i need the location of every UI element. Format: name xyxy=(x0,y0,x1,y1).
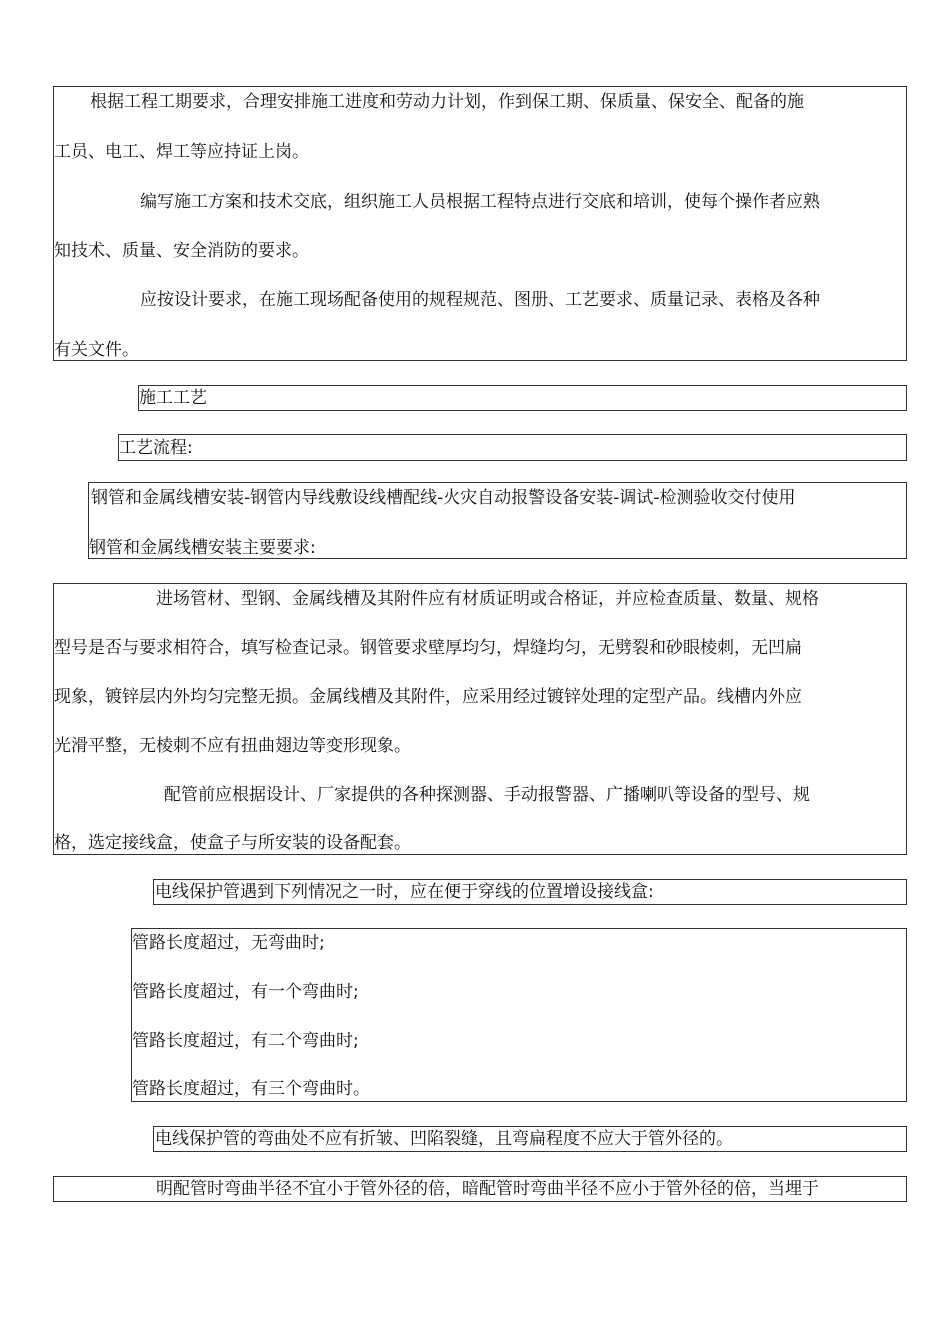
intro-line: 根据工程工期要求，合理安排施工进度和劳动力计划，作到保工期、保质量、保安全、配备的施 xyxy=(90,92,804,112)
craft-heading: 施工工艺 xyxy=(139,388,207,408)
junction-intro-box xyxy=(153,879,907,905)
list-item: 管路长度超过，无弯曲时; xyxy=(132,933,325,953)
intro-box xyxy=(53,86,907,361)
craft-heading-box xyxy=(138,385,907,411)
requirements-line: 光滑平整，无棱刺不应有扭曲翅边等变形现象。 xyxy=(54,736,411,756)
intro-line: 有关文件。 xyxy=(54,340,139,360)
bend-rule-box xyxy=(153,1126,907,1152)
radius-rule-box xyxy=(53,1176,907,1202)
flow-line: 钢管和金属线槽安装主要要求: xyxy=(89,538,316,558)
requirements-line: 进场管材、型钢、金属线槽及其附件应有材质证明或合格证，并应检查质量、数量、规格 xyxy=(156,589,819,609)
intro-line: 工员、电工、焊工等应持证上岗。 xyxy=(54,142,309,162)
requirements-line: 格，选定接线盒，使盒子与所安装的设备配套。 xyxy=(54,833,411,853)
list-item: 管路长度超过，有二个弯曲时; xyxy=(132,1031,359,1051)
intro-line: 编写施工方案和技术交底，组织施工人员根据工程特点进行交底和培训，使每个操作者应熟 xyxy=(140,192,820,212)
flow-box xyxy=(88,482,907,559)
intro-line: 应按设计要求，在施工现场配备使用的规程规范、图册、工艺要求、质量记录、表格及各种 xyxy=(140,290,820,310)
requirements-line: 配管前应根据设计、厂家提供的各种探测器、手动报警器、广播喇叭等设备的型号、规 xyxy=(164,785,810,805)
intro-line: 知技术、质量、安全消防的要求。 xyxy=(54,241,309,261)
flow-line: 钢管和金属线槽安装-钢管内导线敷设线槽配线-火灾自动报警设备安装-调试-检测验收交付使用 xyxy=(91,488,796,508)
junction-list-box xyxy=(131,928,907,1102)
list-item: 管路长度超过，有一个弯曲时; xyxy=(132,982,359,1002)
flow-heading-box xyxy=(118,434,907,461)
flow-heading: 工艺流程: xyxy=(119,438,193,458)
requirements-line: 现象，镀锌层内外均匀完整无损。金属线槽及其附件，应采用经过镀锌处理的定型产品。线槽内外应 xyxy=(54,687,802,707)
radius-rule: 明配管时弯曲半径不宜小于管外径的倍，暗配管时弯曲半径不应小于管外径的倍，当埋于 xyxy=(156,1179,819,1199)
list-item: 管路长度超过，有三个弯曲时。 xyxy=(132,1079,370,1099)
junction-intro: 电线保护管遇到下列情况之一时，应在便于穿线的位置增设接线盒: xyxy=(155,882,654,902)
requirements-box xyxy=(53,583,907,855)
requirements-line: 型号是否与要求相符合，填写检查记录。钢管要求壁厚均匀，焊缝均匀，无劈裂和砂眼棱刺，无凹扁 xyxy=(54,638,802,658)
bend-rule: 电线保护管的弯曲处不应有折皱、凹陷裂缝，且弯扁程度不应大于管外径的。 xyxy=(155,1129,733,1149)
